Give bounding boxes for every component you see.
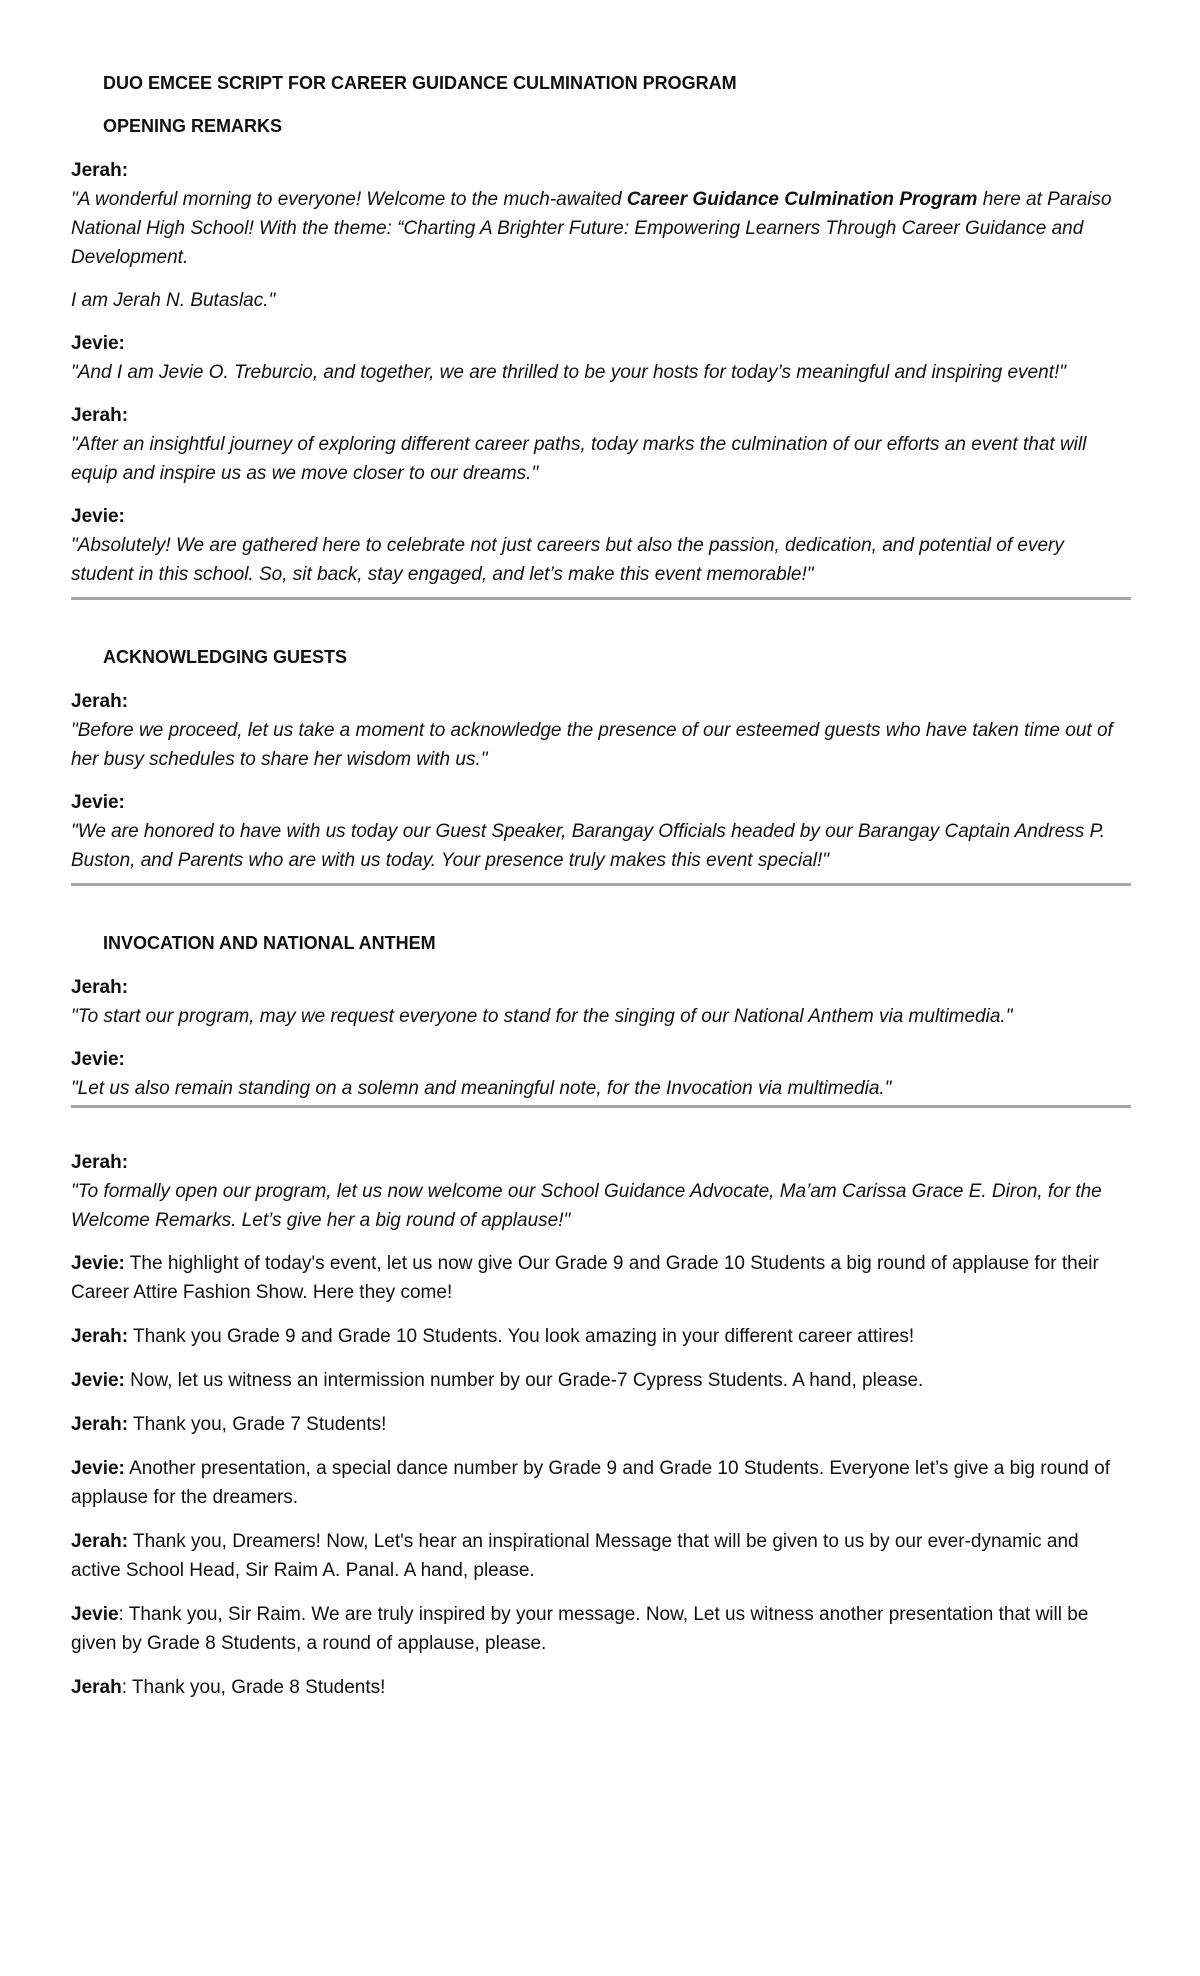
document-title: DUO EMCEE SCRIPT FOR CAREER GUIDANCE CULMINATION PROGRAM bbox=[103, 73, 737, 93]
document-content bbox=[71, 70, 1131, 1717]
script-line bbox=[71, 1410, 1131, 1439]
speaker-label: Jerah: bbox=[71, 405, 129, 426]
script-line bbox=[71, 1600, 1131, 1658]
script-line: "After an insightful journey of exploring different career paths, today marks the culmination of our efforts an event that will equip and inspire us as we move closer to our dreams." bbox=[71, 434, 1087, 484]
speaker-label: Jevie: bbox=[71, 333, 125, 354]
speaker-label: Jevie: bbox=[71, 1370, 125, 1391]
script-text: here at Paraiso National High School! With the theme: “Charting A Brighter Future: Empowering Learners Through Career Guidance and Development. bbox=[71, 189, 1112, 268]
section-heading-guests: ACKNOWLEDGING GUESTS bbox=[103, 647, 348, 667]
speaker-label: Jevie bbox=[71, 1604, 119, 1625]
script-text: Another presentation, a special dance number by Grade 9 and Grade 10 Students. Everyone let’s give a big round of applause for the dreamers. bbox=[71, 1458, 1110, 1508]
speaker-label: Jevie: bbox=[71, 1253, 125, 1274]
speaker-label: Jerah: bbox=[71, 977, 129, 998]
section-divider bbox=[71, 883, 1131, 886]
section-heading-opening: OPENING REMARKS bbox=[103, 116, 283, 136]
script-text: Thank you Grade 9 and Grade 10 Students. You look amazing in your different career attires! bbox=[128, 1326, 915, 1347]
script-line: "Before we proceed, let us take a moment to acknowledge the presence of our esteemed guests who have taken time out of her busy schedules to share her wisdom with us." bbox=[71, 720, 1113, 770]
script-line bbox=[71, 1454, 1131, 1512]
script-text: The highlight of today's event, let us now give Our Grade 9 and Grade 10 Students a big round of applause for their Career Attire Fashion Show. Here they come! bbox=[71, 1253, 1099, 1303]
script-text: "A wonderful morning to everyone! Welcome to the much-awaited bbox=[71, 189, 627, 210]
speaker-label: Jerah: bbox=[71, 160, 129, 181]
speaker-label: Jevie: bbox=[71, 506, 125, 527]
speaker-label: Jerah: bbox=[71, 1414, 129, 1435]
speaker-label: Jerah: bbox=[71, 1326, 129, 1347]
script-line: "To formally open our program, let us now welcome our School Guidance Advocate, Ma’am Carissa Grace E. Diron, for the Welcome Remarks. Let’s give her a big round of applause!" bbox=[71, 1181, 1102, 1231]
script-text: Now, let us witness an intermission number by our Grade-7 Cypress Students. A hand, please. bbox=[124, 1370, 924, 1391]
script-text: Thank you, Grade 7 Students! bbox=[128, 1414, 387, 1435]
script-text: : Thank you, Sir Raim. We are truly inspired by your message. Now, Let us witness another presentation that will be given by Grade 8 Students, a round of applause, please. bbox=[71, 1604, 1089, 1654]
speaker-label: Jerah: bbox=[71, 1152, 129, 1173]
script-line bbox=[71, 185, 1131, 272]
script-line bbox=[71, 1366, 1131, 1395]
section-heading-invocation: INVOCATION AND NATIONAL ANTHEM bbox=[103, 933, 436, 953]
script-line: I am Jerah N. Butaslac." bbox=[71, 290, 276, 311]
script-line: "Let us also remain standing on a solemn and meaningful note, for the Invocation via multimedia." bbox=[71, 1078, 892, 1099]
section-divider bbox=[71, 1105, 1131, 1108]
section-divider bbox=[71, 597, 1131, 600]
speaker-label: Jerah bbox=[71, 1677, 122, 1698]
script-line bbox=[71, 1527, 1131, 1585]
script-line bbox=[71, 1249, 1131, 1307]
speaker-label: Jerah: bbox=[71, 691, 129, 712]
script-line: "And I am Jevie O. Treburcio, and together, we are thrilled to be your hosts for today’s meaningful and inspiring event!" bbox=[71, 362, 1066, 383]
speaker-label: Jevie: bbox=[71, 1458, 125, 1479]
script-line: "Absolutely! We are gathered here to celebrate not just careers but also the passion, dedication, and potential of every student in this school. So, sit back, stay engaged, and let’s make this event memorable!" bbox=[71, 535, 1064, 585]
speaker-label: Jevie: bbox=[71, 792, 125, 813]
program-name: Career Guidance Culmination Program bbox=[626, 189, 978, 210]
speaker-label: Jerah: bbox=[71, 1531, 129, 1552]
script-line: "We are honored to have with us today our Guest Speaker, Barangay Officials headed by our Barangay Captain Andress P. Buston, and Parents who are with us today. Your presence truly makes this event special!" bbox=[71, 821, 1106, 871]
script-line bbox=[71, 1673, 1131, 1702]
speaker-label: Jevie: bbox=[71, 1049, 125, 1070]
script-line bbox=[71, 1322, 1131, 1351]
script-text: Thank you, Dreamers! Now, Let's hear an inspirational Message that will be given to us by our ever-dynamic and active School Head, Sir Raim A. Panal. A hand, please. bbox=[71, 1531, 1079, 1581]
script-text: : Thank you, Grade 8 Students! bbox=[121, 1677, 386, 1698]
script-line: "To start our program, may we request everyone to stand for the singing of our National Anthem via multimedia." bbox=[71, 1006, 1013, 1027]
